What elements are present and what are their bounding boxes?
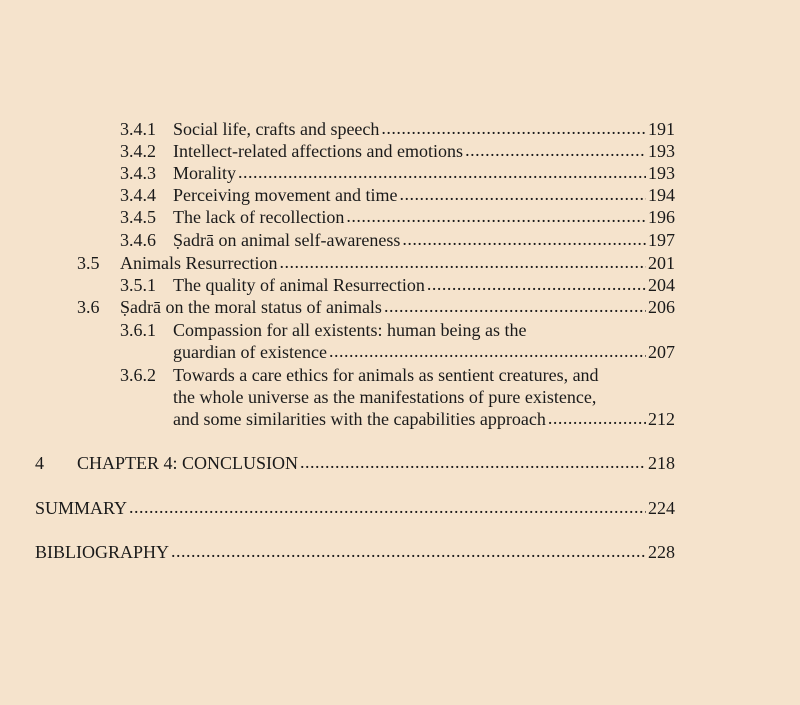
toc-dot-leader <box>329 340 646 362</box>
toc-entry-3-4-1 <box>120 118 675 140</box>
toc-entry-title: Ṣadrā on animal self-awareness <box>173 230 401 250</box>
toc-entry-title: Perceiving movement and time <box>173 185 398 205</box>
toc-entry-3-6-2-line3 <box>173 408 675 430</box>
toc-entry-title: SUMMARY <box>35 498 128 518</box>
toc-entry-chapter-4 <box>35 452 675 474</box>
toc-entry-page: 212 <box>648 409 675 429</box>
toc-entry-title: The lack of recollection <box>173 207 345 227</box>
toc-entry-page: 207 <box>648 342 675 362</box>
toc-entry-title: Social life, crafts and speech <box>173 119 380 139</box>
toc-entry-number: 3.5.1 <box>120 275 156 295</box>
toc-dot-leader <box>346 205 646 227</box>
toc-entry-title-continued: and some similarities with the capabilities approach <box>173 409 546 429</box>
toc-dot-leader <box>402 228 646 250</box>
toc-entry-3-5 <box>77 252 675 274</box>
toc-dot-leader <box>427 273 646 295</box>
toc-entry-summary <box>35 497 675 519</box>
toc-entry-page: 204 <box>648 275 675 295</box>
toc-entry-number: 3.6 <box>77 297 100 317</box>
toc-entry-title: Intellect-related affections and emotions <box>173 141 464 161</box>
toc-entry-page: 193 <box>648 141 675 161</box>
toc-entry-number: 3.4.4 <box>120 185 156 205</box>
toc-dot-leader <box>548 407 646 429</box>
toc-entry-title-continued: guardian of existence <box>173 342 327 362</box>
toc-entry-number: 3.5 <box>77 253 100 273</box>
toc-entry-number: 3.4.6 <box>120 230 156 250</box>
toc-entry-3-6-1-line2 <box>173 341 675 363</box>
toc-entry-number: 4 <box>35 453 44 473</box>
toc-entry-page: 196 <box>648 207 675 227</box>
toc-entry-page: 197 <box>648 230 675 250</box>
toc-entry-bibliography <box>35 541 675 563</box>
toc-entry-page: 201 <box>648 253 675 273</box>
toc-entry-title: The quality of animal Resurrection <box>173 275 425 295</box>
toc-entry-3-4-2 <box>120 140 675 162</box>
toc-entry-title: Ṣadrā on the moral status of animals <box>120 297 382 317</box>
toc-entry-3-4-5 <box>120 206 675 228</box>
toc-dot-leader <box>129 496 646 518</box>
toc-entry-3-6-1-line1 <box>120 319 526 341</box>
toc-entry-title: CHAPTER 4: CONCLUSION <box>77 453 299 473</box>
toc-entry-page: 191 <box>648 119 675 139</box>
toc-entry-page: 224 <box>648 498 675 518</box>
toc-entry-title: BIBLIOGRAPHY <box>35 542 170 562</box>
toc-entry-page: 194 <box>648 185 675 205</box>
toc-dot-leader <box>399 183 646 205</box>
toc-entry-3-4-4 <box>120 184 675 206</box>
toc-entry-3-4-3 <box>120 162 675 184</box>
toc-dot-leader <box>300 451 646 473</box>
toc-dot-leader <box>381 117 646 139</box>
toc-entry-3-6-2-line1 <box>120 364 599 386</box>
toc-entry-page: 228 <box>648 542 675 562</box>
toc-entry-3-6 <box>77 296 675 318</box>
toc-dot-leader <box>279 251 646 273</box>
toc-entry-3-4-6 <box>120 229 675 251</box>
toc-entry-title: Morality <box>173 163 236 183</box>
toc-entry-3-5-1 <box>120 274 675 296</box>
toc-dot-leader <box>238 161 646 183</box>
toc-entry-page: 193 <box>648 163 675 183</box>
toc-entry-page: 218 <box>648 453 675 473</box>
toc-dot-leader <box>384 295 646 317</box>
toc-entry-title: Towards a care ethics for animals as sentient creatures, and <box>173 365 599 385</box>
toc-entry-number: 3.4.1 <box>120 119 156 139</box>
toc-entry-title-continued: the whole universe as the manifestations of pure existence, <box>173 387 597 407</box>
toc-entry-number: 3.4.3 <box>120 163 156 183</box>
toc-entry-page: 206 <box>648 297 675 317</box>
toc-dot-leader <box>465 139 646 161</box>
toc-entry-3-6-2-line2 <box>173 386 596 408</box>
toc-entry-number: 3.6.1 <box>120 320 156 340</box>
toc-entry-title: Compassion for all existents: human being as the <box>173 320 527 340</box>
toc-entry-title: Animals Resurrection <box>120 253 278 273</box>
toc-entry-number: 3.4.2 <box>120 141 156 161</box>
toc-dot-leader <box>171 540 646 562</box>
toc-entry-number: 3.6.2 <box>120 365 156 385</box>
toc-entry-number: 3.4.5 <box>120 207 156 227</box>
